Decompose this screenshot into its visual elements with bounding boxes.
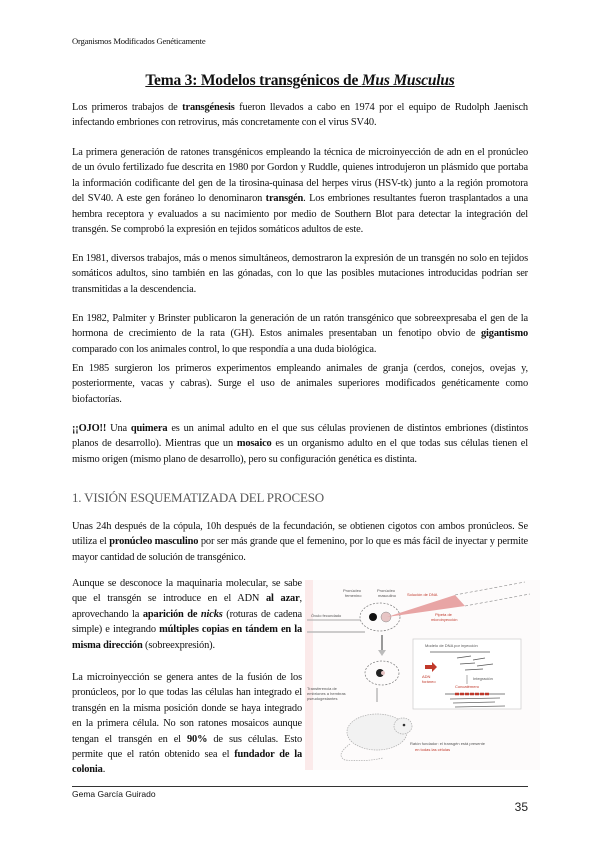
label-dna-solution: Solución de DNA bbox=[407, 592, 438, 597]
label-integration-title: Modelo de DNA por inyección bbox=[425, 643, 478, 648]
footer-author: Gema García Guirado bbox=[72, 789, 156, 799]
paragraph: En 1985 surgieron los primeros experimentos empleando animales de granja (cerdos, conejos, ovejas y, posteriormente, vacas y cabras). Surge el uso de animales superiores modificados genéticamente como biofactorías. bbox=[72, 363, 528, 405]
label-microinjection: Pipeta de bbox=[435, 612, 452, 617]
paragraph: En 1982, Palmiter y Brinster publicaron la generación de un ratón transgénico que sobreexpresaba el gen de la hormona de crecimiento de la rata (GH). Estos animales presentaban un fenotipo obvio de gigantismo comparado con los animales control, lo que respondía a una duda biológica. bbox=[72, 313, 528, 355]
svg-text:masculino: masculino bbox=[378, 593, 397, 598]
label-male-pronucleus: Pronúcleo bbox=[377, 588, 396, 593]
paragraph: ¡¡OJO!! Una quimera es un animal adulto en el que sus células provienen de distintos embriones (distintos planos de desarrollo). Mientras que un mosaico es un organismo adulto en el que todas sus células tienen el mismo origen (mismo plano de desarrollo), pero su configuración genética es distinta. bbox=[72, 423, 529, 465]
diagram-graphic bbox=[305, 580, 540, 770]
svg-text:en todas las células: en todas las células bbox=[415, 747, 451, 752]
running-header: Organismos Modificados Genéticamente bbox=[72, 36, 206, 46]
svg-text:microinyección: microinyección bbox=[431, 617, 458, 622]
column-paragraph: Aunque se desconoce la maquinaria molecular, se sabe que el transgén se introduce en el ADN al azar, aprovechando la aparición de nicks (roturas de cadena simple) e integrando múltiples copias en tándem en la misma dirección (sobreexpresión). bbox=[72, 578, 303, 651]
svg-text:pseudogestantes: pseudogestantes bbox=[307, 696, 338, 701]
paragraph: En 1981, diversos trabajos, más o menos simultáneos, demostraron la expresión de un transgén no solo en tejidos somáticos adultos, sino también en las gónadas, con lo que las posibles mutaciones introducidas podrían ser transmitidas a la descendencia. bbox=[72, 253, 528, 295]
page-title bbox=[0, 72, 600, 90]
svg-text:Óvulo fecundado: Óvulo fecundado bbox=[311, 613, 342, 618]
column-paragraph: La microinyección se genera antes de la fusión de los pronúcleos, por lo que todas las células han integrado el transgén en la misma posición donde se haya integrado en la primera célula. No son ratones mosaicos aunque tengan el transgén en el 90% de sus células. Esto permite que el ratón obtenido sea el fundador de la colonia. bbox=[72, 672, 303, 776]
svg-text:Integración: Integración bbox=[473, 676, 493, 681]
microinjection-diagram bbox=[305, 580, 540, 770]
svg-text:foráneo: foráneo bbox=[422, 679, 436, 684]
page-number: 35 bbox=[514, 800, 528, 814]
label-founder: Ratón fundador: el transgén está presente bbox=[410, 741, 485, 746]
section-heading: 1. VISIÓN ESQUEMATIZADA DEL PROCESO bbox=[72, 490, 324, 505]
svg-text:embriones a hembras: embriones a hembras bbox=[307, 691, 346, 696]
title-species: Mus Musculus bbox=[361, 72, 455, 89]
label-transfer: Transferencia de bbox=[307, 686, 337, 691]
svg-text:ADN: ADN bbox=[422, 674, 431, 679]
paragraph: Los primeros trabajos de transgénesis fueron llevados a cabo en 1974 por el equipo de Rudolph Jaenisch infectando embriones con retrovirus, más concretamente con el virus SV40. bbox=[72, 102, 528, 129]
title-prefix: Tema 3: Modelos transgénicos de bbox=[145, 72, 362, 89]
svg-text:Concatémero: Concatémero bbox=[455, 684, 480, 689]
section-intro: Unas 24h después de la cópula, 10h después de la fecundación, se obtienen cigotos con ambos pronúcleos. Se utiliza el pronúcleo masculino por ser más grande que el femenino, por lo que es más fácil de inyectar y permite mayor cantidad de solución de transgénico. bbox=[72, 521, 529, 563]
footer-divider bbox=[72, 786, 528, 787]
paragraph: La primera generación de ratones transgénicos empleando la técnica de microinyección de adn en el pronúcleo de un óvulo fertilizado fue descrita en 1980 por Gordon y Ruddle, quienes introdujeron un plásmido que portaba la información codificante del gen de la tirosina-quinasa del herpes virus (HSV-tk) junto a la región promotora del SV40. A este gen foráneo lo denominaron transgén. Los embriones resultantes fueron trasplantados a una hembra receptora y evaluados a su nacimiento por medio de Southern Blot para detectar la integración del transgén. Se comprobó la expresión en tejidos somáticos adultos de este. bbox=[72, 147, 528, 236]
label-female-pronucleus: Pronúcleo bbox=[343, 588, 362, 593]
svg-text:femenino: femenino bbox=[345, 593, 362, 598]
